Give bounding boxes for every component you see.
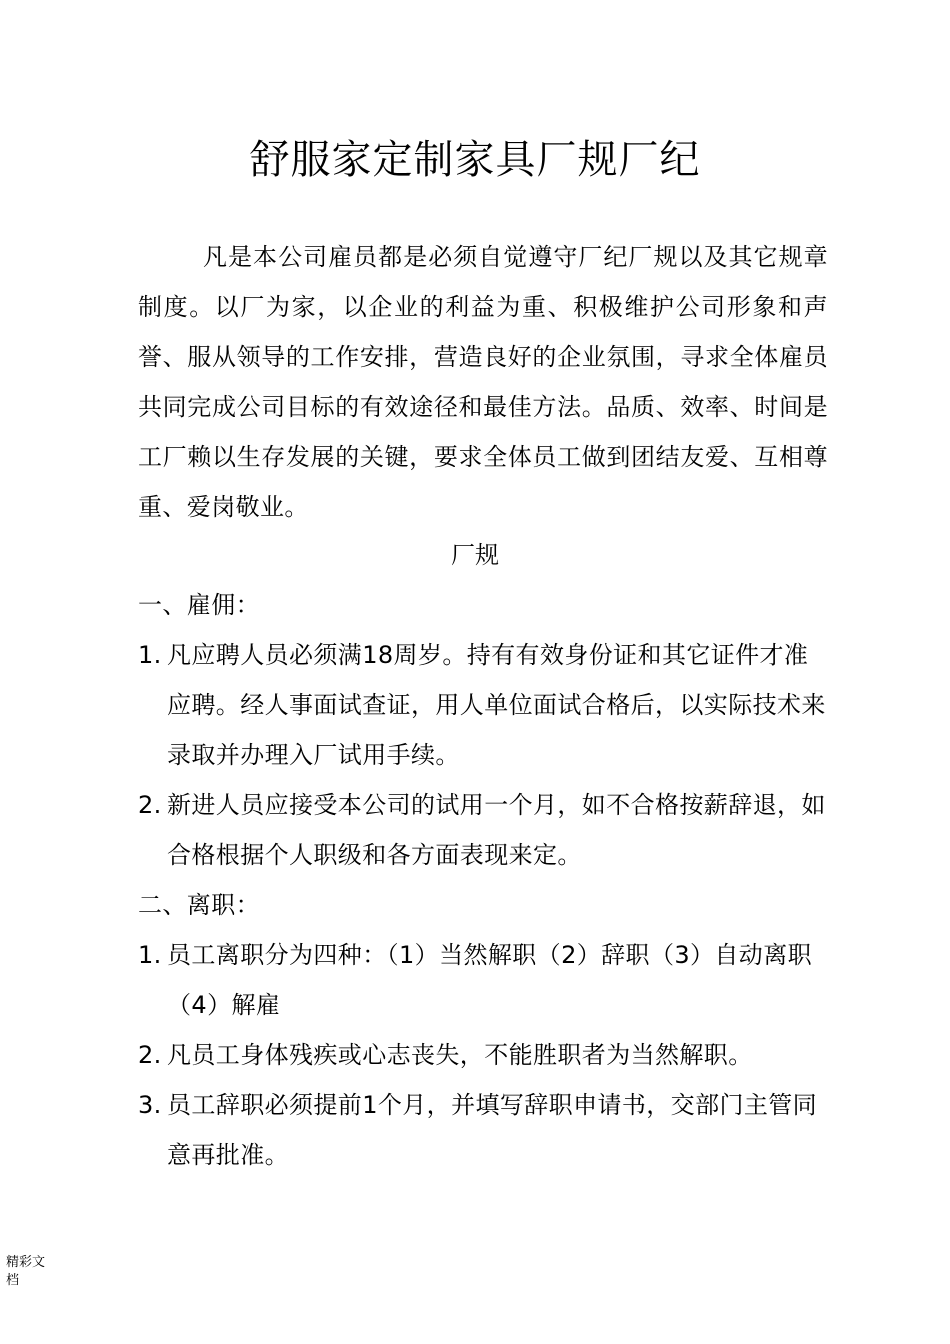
list-item-number: 3. [138, 1091, 162, 1119]
document-title: 舒服家定制家具厂规厂纪 [249, 137, 701, 183]
list-item-number: 2. [138, 791, 162, 819]
list-item-text: 员工辞职必须提前1个月，并填写辞职申请书，交部门主管同意再批准。 [167, 1091, 818, 1169]
intro-paragraph: 凡是本公司雇员都是必须自觉遵守厂纪厂规以及其它规章制度。以厂为家，以企业的利益为重、积极维护公司形象和声誉、服从领导的工作安排，营造良好的企业氛围，寻求全体雇员共同完成公司目标的有效途径和最佳方法。品质、效率、时间是工厂赖以生存发展的关键，要求全体员工做到团结友爱、互相尊重、爱岗敬业。 [138, 243, 828, 521]
list-item [138, 780, 828, 880]
section-heading-resignation: 二、离职： [138, 891, 260, 919]
list-item-text: 凡员工身体残疾或心志丧失，不能胜职者为当然解职。 [167, 1041, 753, 1069]
section-heading-employment: 一、雇佣： [138, 591, 260, 619]
list-item-text: 新进人员应接受本公司的试用一个月，如不合格按薪辞退，如合格根据个人职级和各方面表现来定。 [167, 791, 826, 869]
list-item [138, 930, 828, 1030]
list-item [138, 630, 828, 780]
list-item-number: 1. [138, 641, 162, 669]
list-item [138, 1080, 828, 1180]
list-item-text: 员工离职分为四种：（1）当然解职（2）辞职（3）自动离职（4）解雇 [167, 941, 813, 1019]
section-title: 厂规 [451, 541, 499, 569]
list-item [138, 1030, 828, 1080]
list-item-number: 1. [138, 941, 162, 969]
footer-watermark: 精彩文档 [6, 1255, 46, 1288]
list-item-number: 2. [138, 1041, 162, 1069]
list-item-text: 凡应聘人员必须满18周岁。持有有效身份证和其它证件才准应聘。经人事面试查证，用人单位面试合格后，以实际技术来录取并办理入厂试用手续。 [167, 641, 826, 769]
